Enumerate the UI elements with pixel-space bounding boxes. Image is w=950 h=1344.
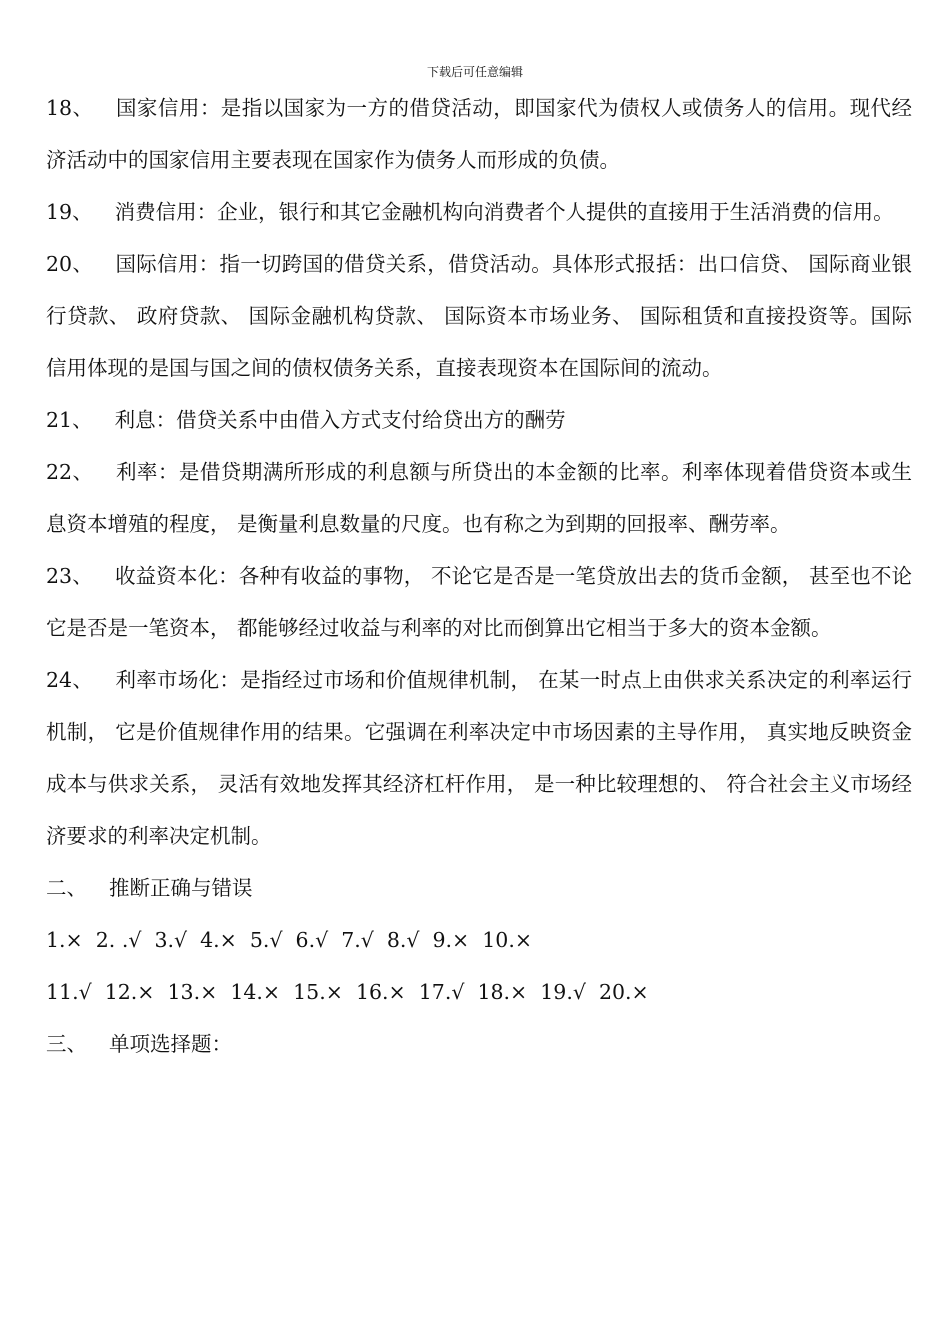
section-number: 三、 — [46, 1032, 87, 1056]
definition-21 — [46, 394, 912, 446]
item-number: 18、 — [46, 96, 94, 120]
definition-22 — [46, 446, 912, 550]
definition-23 — [46, 550, 912, 654]
answers-line-2: 11.√ 12.× 13.× 14.× 15.× 16.× 17.√ 18.× 19.√ 20.× — [46, 980, 649, 1004]
answers-line-1: 1.× 2. .√ 3.√ 4.× 5.√ 6.√ 7.√ 8.√ 9.× 10.× — [46, 928, 533, 952]
definition-text: 收益资本化：各种有收益的事物， 不论它是否是一笔贷放出去的货币金额， 甚至也不论它是否是一笔资本， 都能够经过收益与利率的对比而倒算出它相当于多大的资本金额。 — [46, 564, 912, 640]
section-number: 二、 — [46, 876, 87, 900]
item-number: 21、 — [46, 408, 93, 432]
definition-24 — [46, 654, 912, 862]
section-title: 推断正确与错误 — [109, 876, 253, 900]
page-header: 下载后可任意编辑 — [426, 65, 523, 79]
definition-text: 利息：借贷关系中由借入方式支付给贷出方的酬劳 — [114, 408, 566, 432]
definition-20 — [46, 238, 912, 394]
definition-text: 国家信用：是指以国家为一方的借贷活动，即国家代为债权人或债务人的信用。现代经济活动中的国家信用主要表现在国家作为债务人而形成的负债。 — [46, 96, 912, 172]
section-heading-2 — [46, 862, 912, 914]
definition-19 — [46, 186, 912, 238]
definition-text: 利率：是借贷期满所形成的利息额与所贷出的本金额的比率。利率体现着借贷资本或生息资本增殖的程度， 是衡量利息数量的尺度。也有称之为到期的回报率、酬劳率。 — [46, 460, 912, 536]
definition-text: 国际信用：指一切跨国的借贷关系，借贷活动。具体形式报括：出口信贷、 国际商业银行贷款、 政府贷款、 国际金融机构贷款、 国际资本市场业务、 国际租赁和直接投资等。国际信用体现的是国与国之间的债权债务关系，直接表现资本在国际间的流动。 — [46, 252, 912, 380]
definition-18 — [46, 82, 912, 186]
item-number: 24、 — [46, 668, 94, 692]
item-number: 19、 — [46, 200, 93, 224]
section-title: 单项选择题： — [109, 1032, 232, 1056]
item-number: 23、 — [46, 564, 93, 588]
definition-text: 消费信用：企业，银行和其它金融机构向消费者个人提供的直接用于生活消费的信用。 — [114, 200, 894, 224]
document-body — [46, 82, 912, 1070]
item-number: 20、 — [46, 252, 94, 276]
definition-text: 利率市场化：是指经过市场和价值规律机制， 在某一时点上由供求关系决定的利率运行机制， 它是价值规律作用的结果。它强调在利率决定中市场因素的主导作用， 真实地反映资金成本与供求关系， 灵活有效地发挥其经济杠杆作用， 是一种比较理想的、 符合社会主义市场经济要求的利率决定机制。 — [46, 668, 912, 848]
item-number: 22、 — [46, 460, 94, 484]
section-heading-3 — [46, 1018, 912, 1070]
